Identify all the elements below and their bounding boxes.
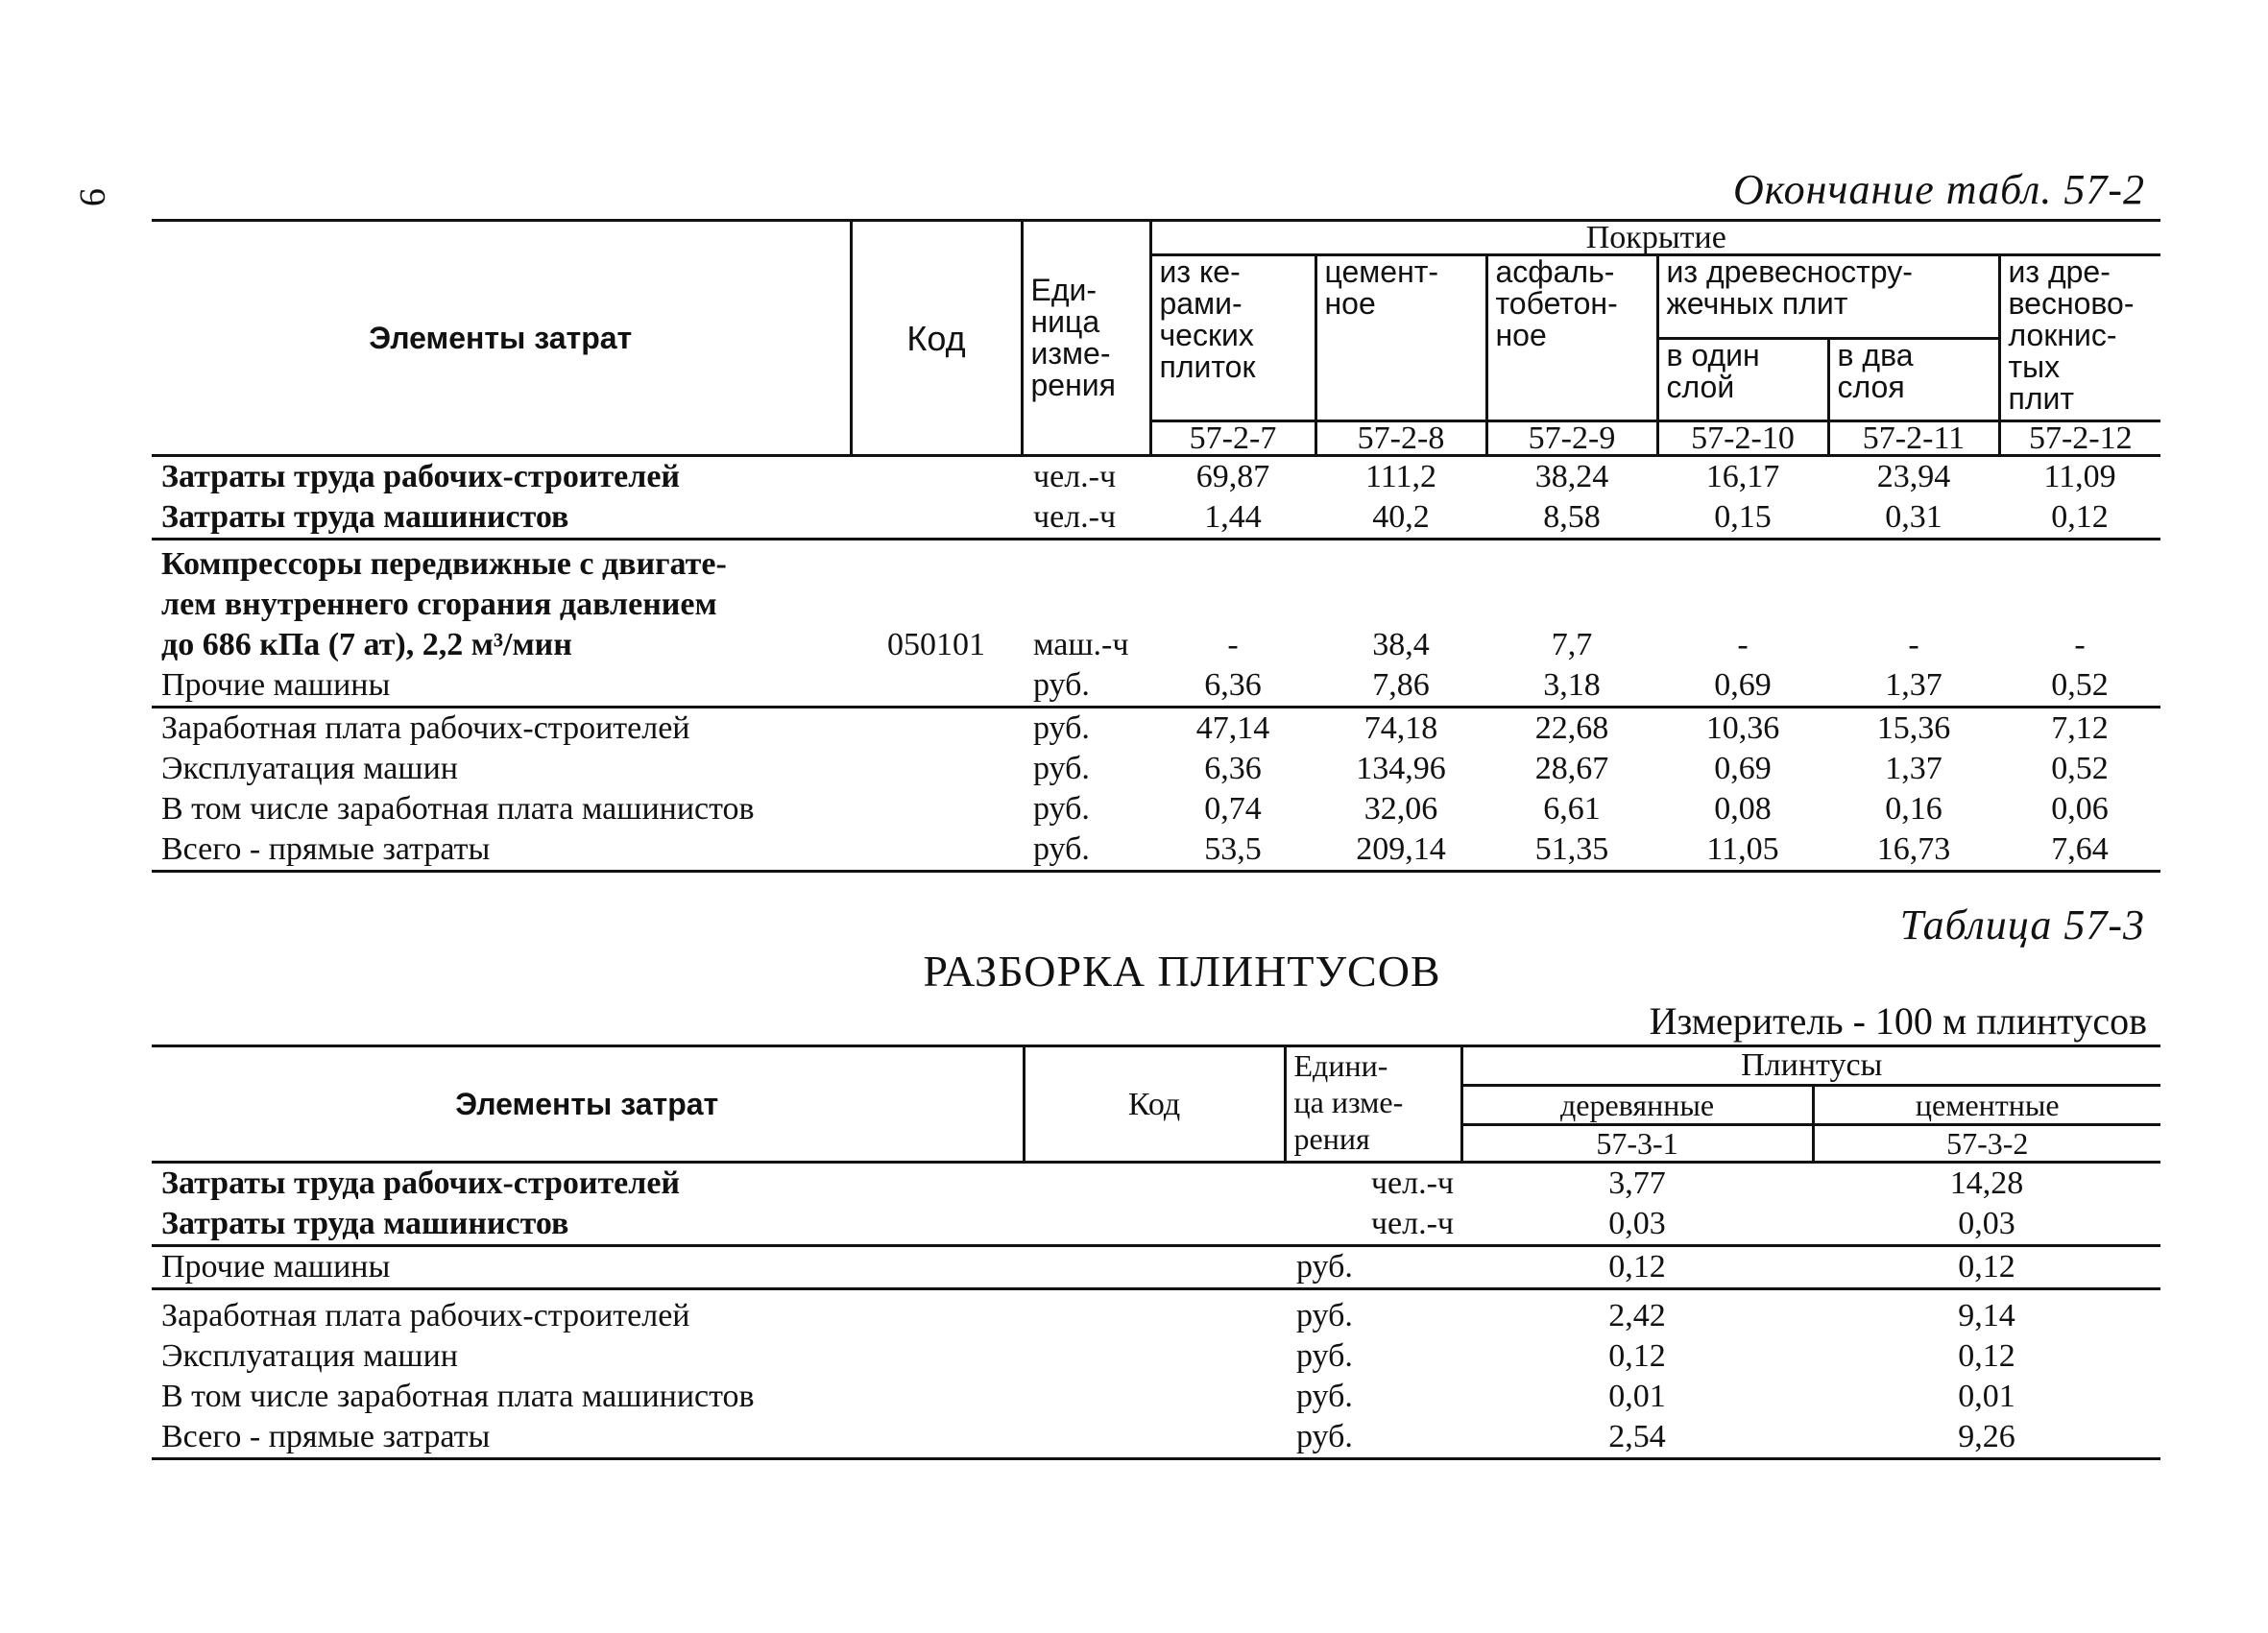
header-col-cement: цемент- ное: [1315, 255, 1486, 421]
table-row: [152, 1204, 2160, 1246]
row-code: [1024, 1417, 1285, 1459]
value-cell: 0,69: [1714, 751, 1772, 786]
value-cell: 1,37: [1885, 751, 1942, 786]
value-cell: 111,2: [1315, 456, 1486, 498]
value-cell: 9,26: [1813, 1417, 2160, 1459]
row-unit: руб.: [1033, 751, 1090, 786]
page-number: 9: [72, 188, 112, 206]
row-label: Эксплуатация машин: [161, 1338, 458, 1374]
t2-header-unit: Едини- ца изме- рения: [1285, 1046, 1461, 1163]
row-label: Всего - прямые затраты: [152, 1417, 1024, 1459]
value-cell: 0,08: [1714, 791, 1772, 827]
value-cell: 0,03: [1813, 1204, 2160, 1246]
row-unit: чел.-ч: [1285, 1204, 1461, 1246]
value-cell: 6,61: [1543, 791, 1601, 827]
value-cell: 0,74: [1204, 791, 1262, 827]
table-row: [152, 497, 2160, 540]
row-code: [851, 829, 1022, 872]
value-cell: 7,86: [1315, 665, 1486, 708]
header-col-dsp-one: в один слой: [1657, 338, 1828, 421]
table-row-compressor: [152, 540, 2160, 666]
table-57-2: [152, 219, 2160, 873]
value-cell: 0,16: [1885, 791, 1942, 827]
value-cell: 0,69: [1657, 665, 1828, 708]
value-cell: 51,35: [1486, 829, 1657, 872]
value-cell: 2,54: [1461, 1417, 1813, 1459]
row-unit: руб.: [1022, 829, 1150, 872]
value-cell: -: [1227, 627, 1239, 662]
header-col-asphalt: асфаль- тобетон- ное: [1486, 255, 1657, 421]
t2-header-col-wood: деревянные: [1461, 1086, 1813, 1125]
value-cell: 7,64: [1999, 829, 2160, 872]
table1-caption: Окончание табл. 57-2: [1732, 166, 2145, 213]
t2-header-elements: Элементы затрат: [455, 1086, 719, 1121]
table-row: [152, 1336, 2160, 1377]
value-cell: 1,44: [1150, 497, 1315, 540]
value-cell: 0,01: [1958, 1379, 2015, 1414]
value-cell: 0,12: [1813, 1246, 2160, 1289]
table-row: [152, 749, 2160, 789]
t2-header-group-plinths: Плинтусы: [1461, 1046, 2160, 1086]
table-row: [152, 1377, 2160, 1417]
header-code-57-2-10: 57-2-10: [1657, 421, 1828, 456]
row-label: Заработная плата рабочих-строителей: [161, 1298, 690, 1333]
row-label: Прочие машины: [152, 665, 851, 708]
row-unit: руб.: [1033, 710, 1090, 746]
value-cell: 2,42: [1608, 1298, 1666, 1333]
header-code-57-2-9: 57-2-9: [1486, 421, 1657, 456]
table-row: [152, 1417, 2160, 1459]
value-cell: 1,37: [1828, 665, 1999, 708]
header-code-57-2-8: 57-2-8: [1315, 421, 1486, 456]
row-label: Затраты труда машинистов: [152, 497, 851, 540]
value-cell: 209,14: [1315, 829, 1486, 872]
table-row: [152, 1163, 2160, 1205]
header-code-57-2-11: 57-2-11: [1828, 421, 1999, 456]
row-label: Эксплуатация машин: [161, 751, 458, 786]
value-cell: 8,58: [1486, 497, 1657, 540]
value-cell: 15,36: [1876, 710, 1951, 746]
row-code: [851, 456, 1022, 498]
value-cell: 0,52: [2051, 751, 2109, 786]
value-cell: 0,52: [1999, 665, 2160, 708]
value-cell: 0,12: [1461, 1246, 1813, 1289]
value-cell: 134,96: [1356, 751, 1446, 786]
row-code: [1024, 1163, 1285, 1205]
value-cell: 6,36: [1204, 751, 1262, 786]
row-code: [851, 497, 1022, 540]
row-label-compressor: [152, 540, 851, 666]
value-cell: 0,06: [2051, 791, 2109, 827]
row-label: Затраты труда машинистов: [152, 1204, 1024, 1246]
row-code: [1024, 1377, 1285, 1417]
header-code: Код: [851, 221, 1022, 456]
value-cell: 32,06: [1363, 791, 1438, 827]
header-code-57-2-12: 57-2-12: [1999, 421, 2160, 456]
row-label: Всего - прямые затраты: [152, 829, 851, 872]
value-cell: 11,09: [1999, 456, 2160, 498]
value-cell: 0,12: [1958, 1338, 2015, 1374]
row-code: [1024, 1246, 1285, 1289]
value-cell: 0,15: [1657, 497, 1828, 540]
value-cell: -: [2074, 627, 2086, 662]
table-57-3: [152, 1045, 2160, 1460]
value-cell: 3,77: [1461, 1163, 1813, 1205]
row-label: Заработная плата рабочих-строителей: [161, 710, 690, 746]
table2-caption: Таблица 57-3: [1899, 901, 2145, 949]
header-group-coverage: Покрытие: [1150, 221, 2160, 255]
header-col-ceramic: из ке- рами- ческих плиток: [1150, 255, 1315, 421]
row-unit: руб.: [1296, 1298, 1353, 1333]
compressor-line: до 686 кПа (7 ат), 2,2 м³/мин: [161, 627, 572, 662]
row-unit: руб.: [1285, 1417, 1461, 1459]
value-cell: -: [1737, 627, 1749, 662]
row-unit: руб.: [1285, 1246, 1461, 1289]
value-cell: 28,67: [1534, 751, 1609, 786]
row-unit: руб.: [1033, 791, 1090, 827]
value-cell: 9,14: [1958, 1298, 2015, 1333]
value-cell: 14,28: [1813, 1163, 2160, 1205]
row-code: [851, 665, 1022, 708]
row-code: [851, 708, 1022, 750]
value-cell: 38,24: [1486, 456, 1657, 498]
table-row: [152, 665, 2160, 708]
value-cell: 7,7: [1551, 627, 1593, 662]
row-label: В том числе заработная плата машинистов: [161, 1379, 755, 1414]
table-row: [152, 456, 2160, 498]
header-col-dsp-two: в два слоя: [1828, 338, 1999, 421]
header-code-57-2-7: 57-2-7: [1150, 421, 1315, 456]
row-code: 050101: [887, 627, 985, 662]
value-cell: 7,12: [2051, 710, 2109, 746]
value-cell: 10,36: [1705, 710, 1780, 746]
value-cell: 3,18: [1486, 665, 1657, 708]
table-row: [152, 1289, 2160, 1337]
row-code: [851, 789, 1022, 829]
t2-header-col-cement: цементные: [1813, 1086, 2160, 1125]
table2-meter: Измеритель - 100 м плинтусов: [1649, 999, 2147, 1043]
value-cell: 38,4: [1372, 627, 1430, 662]
value-cell: 16,17: [1657, 456, 1828, 498]
compressor-line: лем внутреннего сгорания давлением: [161, 587, 717, 622]
row-unit: чел.-ч: [1022, 497, 1150, 540]
value-cell: 11,05: [1657, 829, 1828, 872]
value-cell: 0,12: [1999, 497, 2160, 540]
header-col-dvp: из дре- весново- локнис- тых плит: [1999, 255, 2160, 421]
row-unit: руб.: [1022, 665, 1150, 708]
table-row: [152, 789, 2160, 829]
value-cell: 6,36: [1150, 665, 1315, 708]
row-label: В том числе заработная плата машинистов: [161, 791, 755, 827]
value-cell: 74,18: [1363, 710, 1438, 746]
row-unit: чел.-ч: [1285, 1163, 1461, 1205]
t2-header-code-57-3-1: 57-3-1: [1461, 1125, 1813, 1163]
row-unit: руб.: [1296, 1379, 1353, 1414]
row-label: Прочие машины: [152, 1246, 1024, 1289]
table-row: [152, 1246, 2160, 1289]
value-cell: 0,12: [1608, 1338, 1666, 1374]
t2-header-code: Код: [1024, 1046, 1285, 1163]
value-cell: 23,94: [1828, 456, 1999, 498]
row-code: [1024, 1289, 1285, 1337]
row-code: [1024, 1204, 1285, 1246]
value-cell: 69,87: [1150, 456, 1315, 498]
value-cell: 40,2: [1315, 497, 1486, 540]
row-label: Затраты труда рабочих-строителей: [152, 456, 851, 498]
value-cell: -: [1908, 627, 1919, 662]
table2-title: РАЗБОРКА ПЛИНТУСОВ: [923, 947, 1441, 996]
row-unit: руб.: [1296, 1338, 1353, 1374]
row-unit: маш.-ч: [1033, 627, 1129, 662]
value-cell: 47,14: [1195, 710, 1270, 746]
row-label: Затраты труда рабочих-строителей: [152, 1163, 1024, 1205]
header-col-dsp-group: из древесностру- жечных плит: [1657, 255, 1999, 339]
header-unit: Еди- ница изме- рения: [1022, 221, 1150, 456]
compressor-line: Компрессоры передвижные с двигате-: [161, 546, 727, 582]
row-unit: чел.-ч: [1022, 456, 1150, 498]
table-row: [152, 829, 2160, 872]
header-elements: Элементы затрат: [369, 320, 633, 355]
value-cell: 53,5: [1150, 829, 1315, 872]
value-cell: 0,01: [1608, 1379, 1666, 1414]
value-cell: 16,73: [1828, 829, 1999, 872]
row-code: [1024, 1336, 1285, 1377]
t2-header-code-57-3-2: 57-3-2: [1813, 1125, 2160, 1163]
table-row: [152, 708, 2160, 750]
value-cell: 0,03: [1461, 1204, 1813, 1246]
value-cell: 22,68: [1534, 710, 1609, 746]
value-cell: 0,31: [1828, 497, 1999, 540]
row-code: [851, 749, 1022, 789]
